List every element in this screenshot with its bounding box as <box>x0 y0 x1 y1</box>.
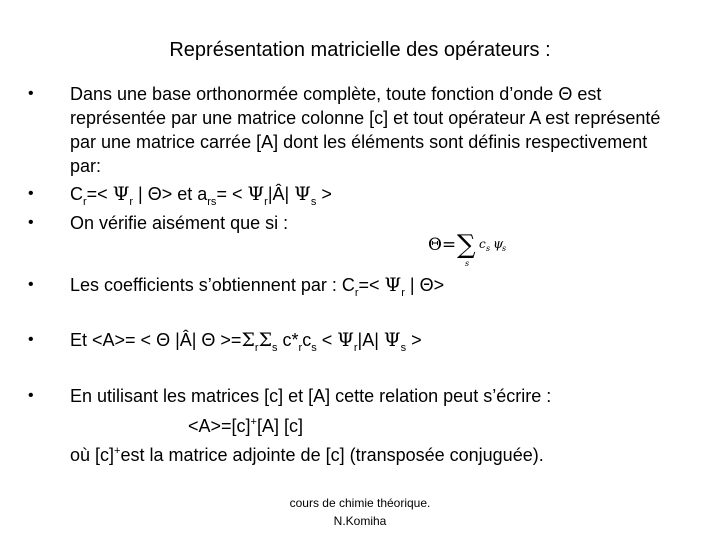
bullet-text: On vérifie aisément que si : <box>70 213 289 233</box>
formula-psi-index: s <box>502 244 507 253</box>
bullet-text: En utilisant les matrices [c] et [A] cette relation peut s’écrire : <box>70 386 552 406</box>
formula-c: c <box>479 237 486 251</box>
footer-course: cours de chimie théorique. <box>289 496 431 510</box>
psi-symbol: Ψ <box>337 329 354 351</box>
psi-symbol: Ψ <box>383 329 401 351</box>
formula-sigma: ∑ <box>457 230 476 260</box>
bullet-marker: • <box>28 276 34 293</box>
footer-author: N.Komiha <box>333 514 387 528</box>
bullet-marker: • <box>28 85 34 102</box>
psi-symbol: Ψ <box>112 183 130 205</box>
footer <box>250 494 470 530</box>
formula-theta: Θ= <box>428 235 457 255</box>
matrix-relation: <A>=[c]+[A] [c] <box>188 416 303 436</box>
formula-sigma-index: s <box>465 259 470 268</box>
bullet-item-expectation: • Et <A>= < Θ |Â| $\Theta >=\Sigma_r\Sigma_s$ $c*_rc_s < \Psi_r|A|$ $\Psi_s$ > <box>28 329 422 354</box>
psi-symbol: Ψ <box>384 274 402 296</box>
bullet-item-coefficients: • Les coefficients s’obtiennent par : $C_r=< \Psi_r$ | Θ> <box>28 274 445 299</box>
bullet-marker: • <box>28 214 34 231</box>
bullet-item-elements: • $C_r=< \Psi_r$ | Θ> et $a_{rs}=$ < $\Psi_r|Â|$ $\Psi_s$ > <box>28 183 332 208</box>
bullet-marker: • <box>28 331 34 348</box>
psi-symbol: Ψ <box>247 183 265 205</box>
bullet-text: Dans une base orthonormée complète, toute fonction d’onde Θ est représentée par une matrice colonne [c] et tout opérateur A est représenté par une matrice carrée [A] dont les éléments sont définis respectivement par: <box>70 84 661 176</box>
bullet-item-matrices <box>28 384 680 408</box>
bullet-item-verify <box>28 211 680 235</box>
slide-title: Représentation matricielle des opérateurs : <box>169 39 551 61</box>
bullet-item-definition <box>28 82 680 178</box>
psi-symbol: Ψ <box>294 183 311 205</box>
formula-c-index: s <box>486 244 491 253</box>
formula-psi: ψ <box>493 237 504 252</box>
adjoint-note: où [c]+est la matrice adjointe de [c] (transposée conjuguée). <box>70 445 544 465</box>
bullet-marker: • <box>28 387 34 404</box>
expansion-formula <box>428 228 518 268</box>
bullet-marker: • <box>28 185 34 202</box>
